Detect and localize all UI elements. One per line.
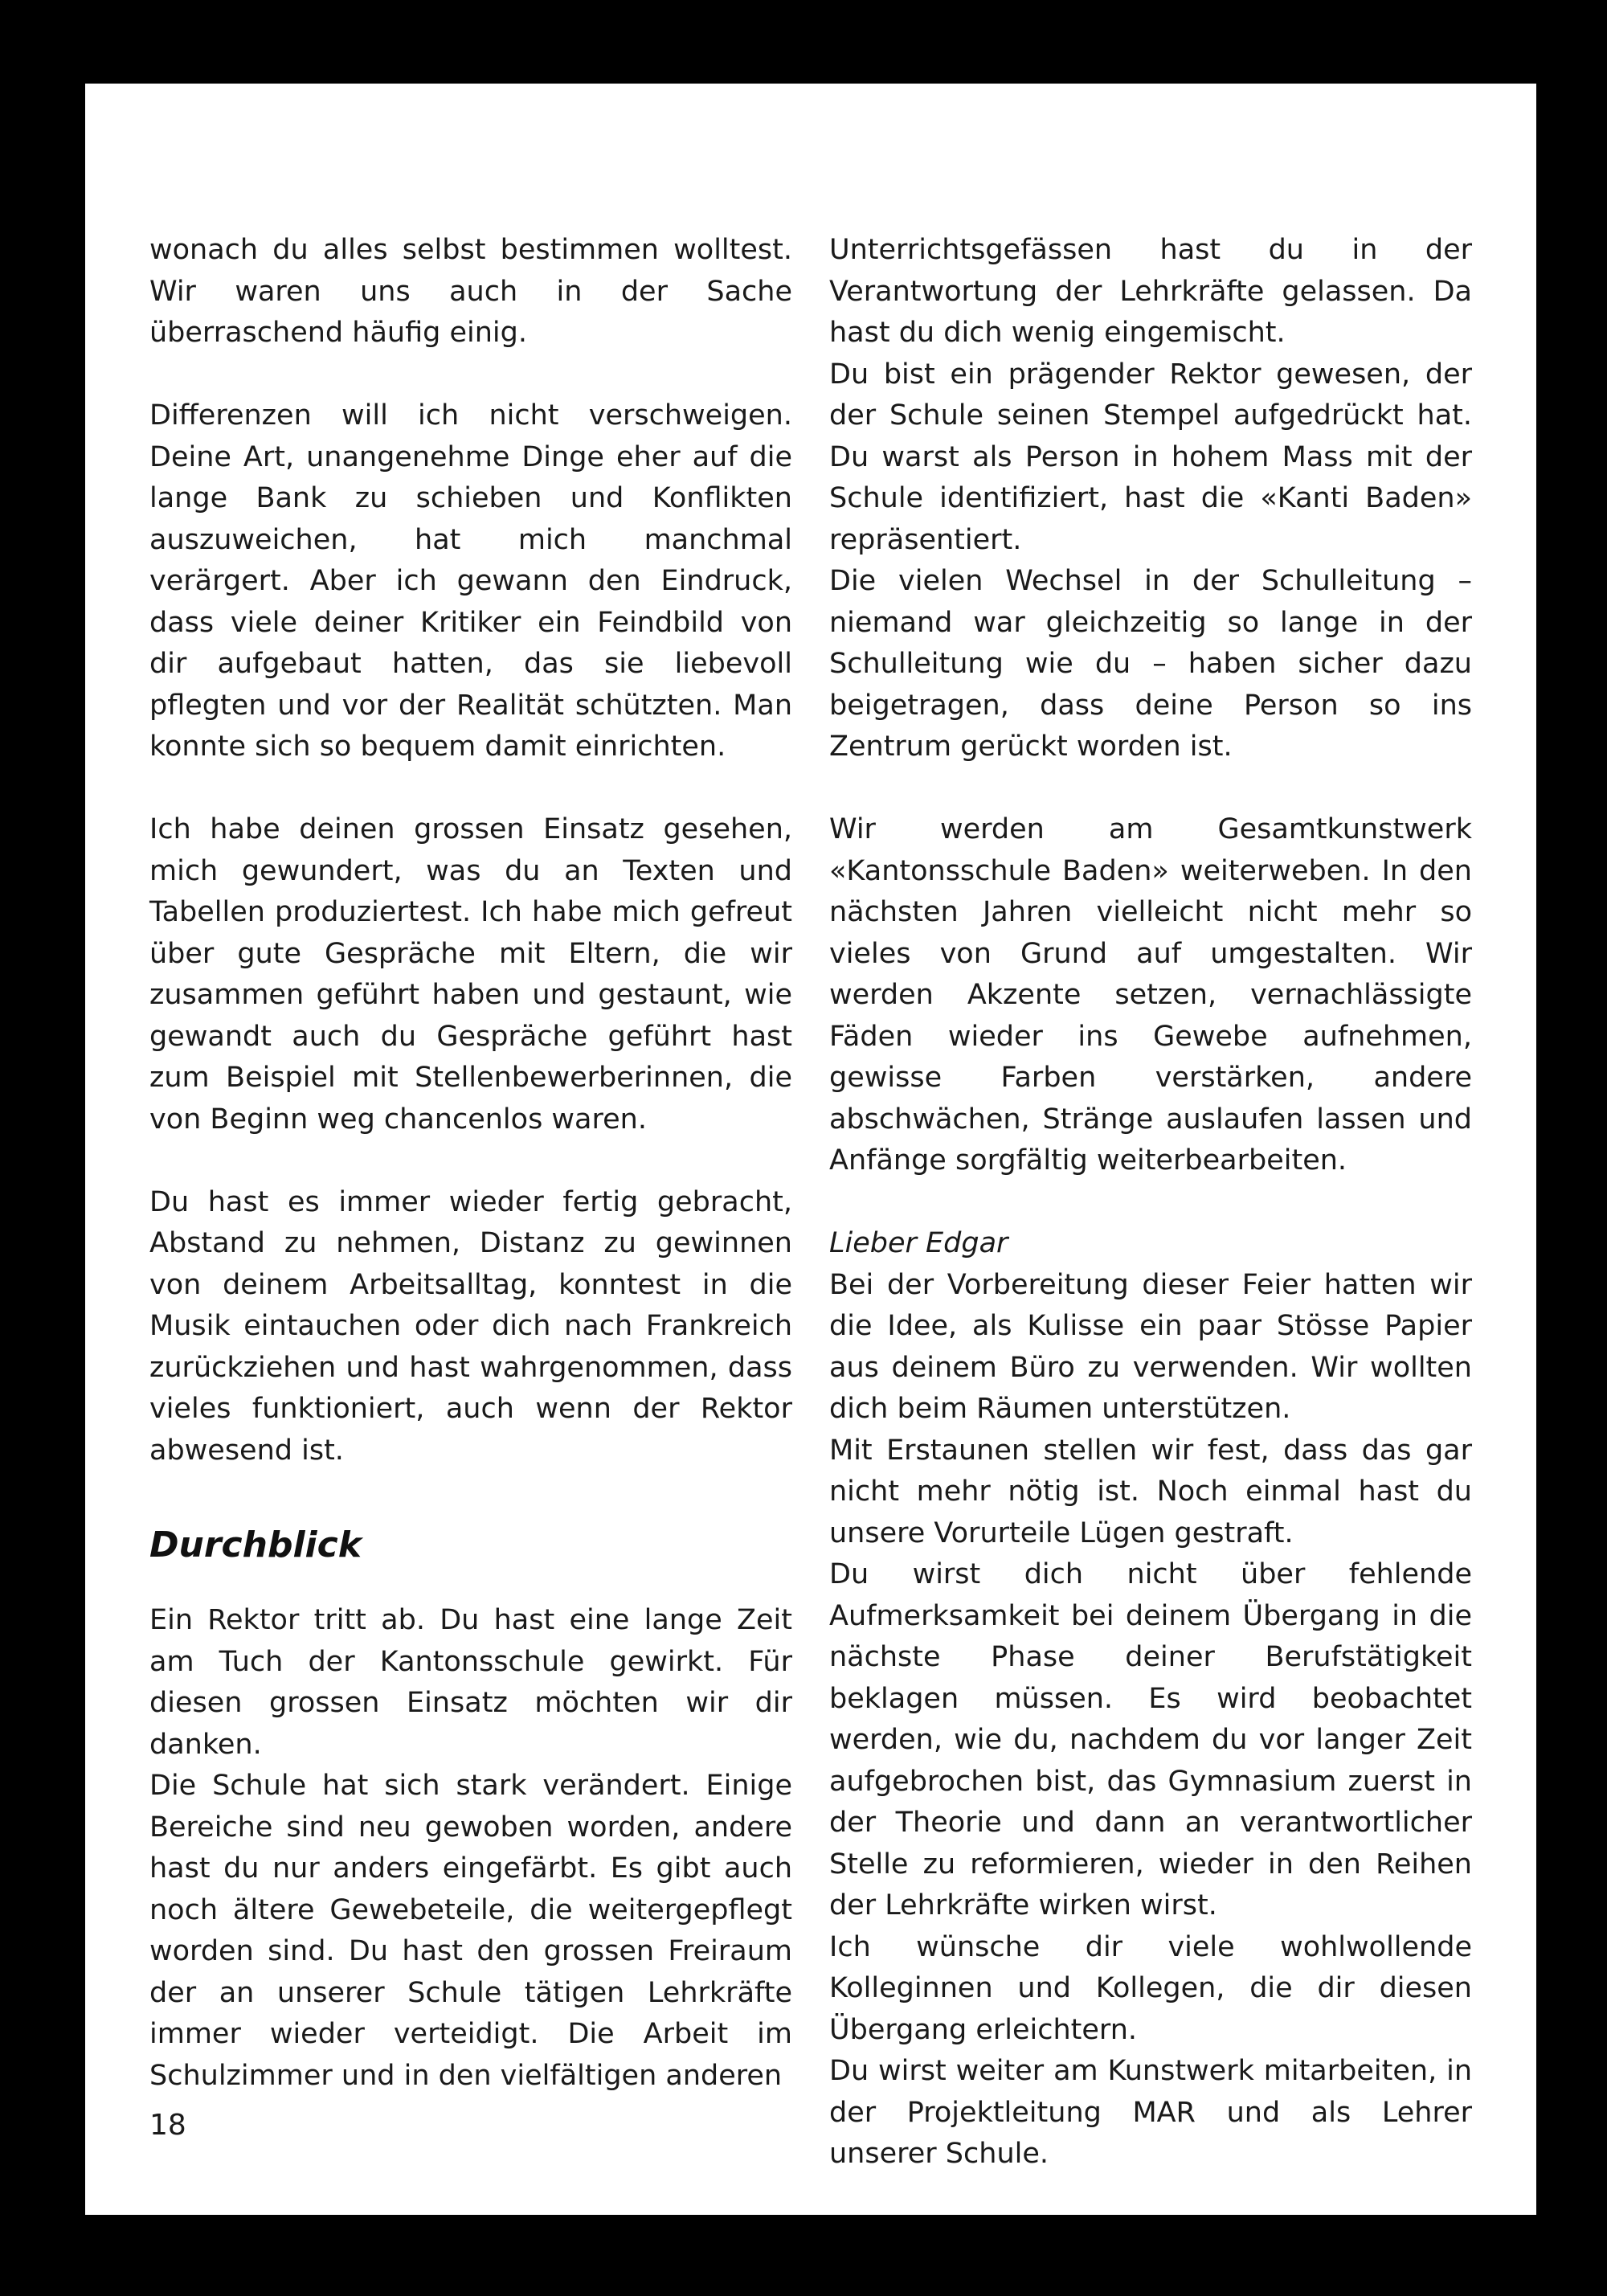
section-heading: Durchblick [149,1525,362,1565]
paragraph [829,230,1472,768]
paragraph [149,1600,792,2097]
paragraph: Wir werden am Gesamtkunstwerk «Kantonsschule Baden» weiterweben. In den nächsten Jahren vielleicht nicht mehr so vieles von Grund auf umgestalten. Wir werden Akzente setzen, vernachlässigte Fäden wieder ins Gewebe aufnehmen, gewisse Farben verstärken, andere abschwächen, Stränge auslaufen lassen und Anfänge sorgfältig weiterbearbeiten. [829,813,1472,1177]
paragraph-line-group: Du wirst dich nicht über fehlende Aufmerksamkeit bei deinem Übergang in die nächste Phase deiner Berufstätigkeit beklagen müssen. Es wird beobachtet werden, wie du, nachdem du vor langer Zeit aufgebrochen bist, das Gymnasium zuerst in der Theorie und dann an verantwortlicher Stelle zu reformieren, wieder in den Reihen der Lehrkräfte wirken wirst. [829,1558,1472,1922]
salutation: Lieber Edgar [829,1227,1008,1259]
paragraph-line-group: Bei der Vorbereitung dieser Feier hatten wir die Idee, als Kulisse ein paar Stösse Papier aus deinem Büro zu verwenden. Wir wollten dich beim Räumen unterstützen. [829,1268,1472,1425]
paragraph-line-group: Die vielen Wechsel in der Schulleitung – niemand war gleichzeitig so lange in der Schulleitung wie du – haben sicher dazu beigetragen, dass deine Person so ins Zentrum gerückt worden ist. [829,565,1472,763]
paragraph-line-group: Ein Rektor tritt ab. Du hast eine lange Zeit am Tuch der Kantonsschule gewirkt. Für diesen grossen Einsatz möchten wir dir danken. [149,1604,792,1761]
paragraph-line-group: Die Schule hat sich stark verändert. Einige Bereiche sind neu gewoben worden, andere hast du nur anders eingefärbt. Es gibt auch noch ältere Gewebeteile, die weitergepflegt worden sind. Du hast den grossen Freiraum der an unserer Schule tätigen Lehrkräfte immer wieder verteidigt. Die Arbeit im Schulzimmer und in den vielfältigen anderen [149,1770,792,2092]
right-column [829,230,1472,2175]
paragraph-line-group: Mit Erstaunen stellen wir fest, dass das gar nicht mehr nötig ist. Noch einmal hast du unsere Vorurteile Lügen gestraft. [829,1434,1472,1549]
paragraph: Differenzen will ich nicht verschweigen. Deine Art, unangenehme Dinge eher auf die lange Bank zu schieben und Konflikten auszuweichen, hat mich manchmal verärgert. Aber ich gewann den Eindruck, dass viele deiner Kritiker ein Feindbild von dir aufgebaut hatten, das sie liebevoll pflegten und vor der Realität schützten. Man konnte sich so bequem damit einrichten. [149,399,792,763]
page-number: 18 [149,2109,186,2142]
left-column [149,230,792,2097]
paragraph: wonach du alles selbst bestimmen wolltest. Wir waren uns auch in der Sache überraschend häufig einig. [149,234,792,349]
paragraph: Ich habe deinen grossen Einsatz gesehen, mich gewundert, was du an Texten und Tabellen produziertest. Ich habe mich gefreut über gute Gespräche mit Eltern, die wir zusammen geführt haben und gestaunt, wie gewandt auch du Gespräche geführt hast zum Beispiel mit Stellenbewerberinnen, die von Beginn weg chancenlos waren. [149,813,792,1136]
paragraph-line-group: Unterrichtsgefässen hast du in der Verantwortung der Lehrkräfte gelassen. Da hast du dich wenig eingemischt. [829,234,1472,349]
document-page [85,84,1536,2215]
paragraph [829,1223,1472,2175]
paragraph: Du hast es immer wieder fertig gebracht, Abstand zu nehmen, Distanz zu gewinnen von deinem Arbeitsalltag, konntest in die Musik eintauchen oder dich nach Frankreich zurückziehen und hast wahrgenommen, dass vieles funktioniert, auch wenn der Rektor abwesend ist. [149,1185,792,1467]
paragraph-line-group: Du wirst weiter am Kunstwerk mitarbeiten, in der Projektleitung MAR und als Lehrer unserer Schule. [829,2055,1472,2170]
paragraph-line-group: Du bist ein prägender Rektor gewesen, der der Schule seinen Stempel aufgedrückt hat. Du warst als Person in hohem Mass mit der Schule identifiziert, hast die «Kanti Baden» repräsentiert. [829,358,1472,556]
paragraph-line-group: Ich wünsche dir viele wohlwollende Kolleginnen und Kollegen, die dir diesen Übergang erleichtern. [829,1930,1472,2046]
